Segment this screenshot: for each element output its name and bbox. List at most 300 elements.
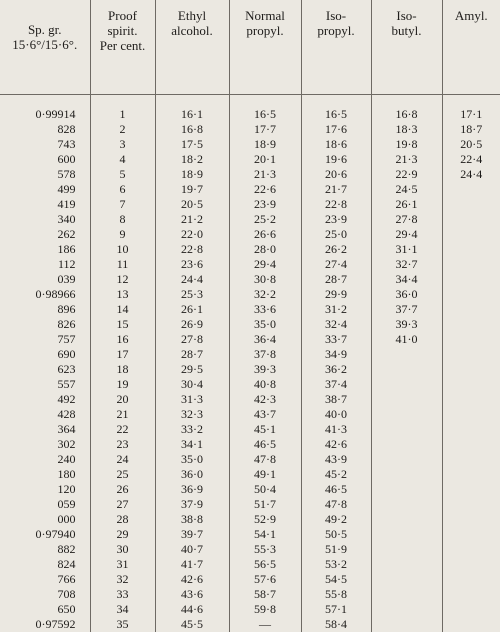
table-cell-amyl xyxy=(442,362,500,377)
table-cell-iso-propyl: 38·7 xyxy=(301,392,371,407)
column-header-proof-spirit xyxy=(90,0,155,95)
table-cell-iso-propyl: 17·6 xyxy=(301,122,371,137)
table-cell-normal-propyl: 36·4 xyxy=(229,332,301,347)
table-cell-amyl xyxy=(442,542,500,557)
table-cell-ethyl-alcohol: 43·6 xyxy=(155,587,229,602)
table-cell-iso-butyl: 26·1 xyxy=(371,197,442,212)
header-line: Sp. gr. xyxy=(0,22,90,37)
table-cell-sp-gr: 059 xyxy=(0,497,90,512)
table-row xyxy=(0,137,500,152)
table-cell-iso-propyl: 58·4 xyxy=(301,617,371,632)
table-cell-amyl xyxy=(442,227,500,242)
table-row xyxy=(0,317,500,332)
table-cell-iso-butyl: 37·7 xyxy=(371,302,442,317)
table-cell-iso-propyl: 42·6 xyxy=(301,437,371,452)
table-cell-normal-propyl: 23·9 xyxy=(229,197,301,212)
table-cell-sp-gr: 708 xyxy=(0,587,90,602)
table-cell-normal-propyl: 59·8 xyxy=(229,602,301,617)
table-cell-sp-gr: 757 xyxy=(0,332,90,347)
table-cell-iso-butyl: 18·3 xyxy=(371,122,442,137)
table-cell-iso-propyl: 21·7 xyxy=(301,182,371,197)
table-row xyxy=(0,272,500,287)
table-cell-proof-spirit: 7 xyxy=(90,197,155,212)
table-cell-normal-propyl: 21·3 xyxy=(229,167,301,182)
table-cell-ethyl-alcohol: 19·7 xyxy=(155,182,229,197)
table-cell-normal-propyl: 42·3 xyxy=(229,392,301,407)
table-cell-sp-gr: 492 xyxy=(0,392,90,407)
table-cell-normal-propyl: 45·1 xyxy=(229,422,301,437)
header-line: propyl. xyxy=(230,23,301,38)
table-cell-proof-spirit: 9 xyxy=(90,227,155,242)
table-cell-iso-propyl: 34·9 xyxy=(301,347,371,362)
table-cell-normal-propyl: 49·1 xyxy=(229,467,301,482)
table-cell-normal-propyl: 57·6 xyxy=(229,572,301,587)
table-cell-ethyl-alcohol: 23·6 xyxy=(155,257,229,272)
table-cell-proof-spirit: 21 xyxy=(90,407,155,422)
table-cell-sp-gr: 557 xyxy=(0,377,90,392)
table-cell-amyl xyxy=(442,212,500,227)
table-row xyxy=(0,527,500,542)
table-row xyxy=(0,392,500,407)
table-cell-amyl xyxy=(442,272,500,287)
table-cell-normal-propyl: 25·2 xyxy=(229,212,301,227)
table-cell-ethyl-alcohol: 45·5 xyxy=(155,617,229,632)
table-cell-proof-spirit: 20 xyxy=(90,392,155,407)
table-cell-ethyl-alcohol: 16·1 xyxy=(155,95,229,123)
header-line: alcohol. xyxy=(156,23,229,38)
table-cell-normal-propyl: 33·6 xyxy=(229,302,301,317)
table-cell-iso-propyl: 16·5 xyxy=(301,95,371,123)
table-cell-normal-propyl: 17·7 xyxy=(229,122,301,137)
table-cell-ethyl-alcohol: 18·9 xyxy=(155,167,229,182)
table-cell-iso-propyl: 45·2 xyxy=(301,467,371,482)
table-cell-iso-propyl: 37·4 xyxy=(301,377,371,392)
header-line: Per cent. xyxy=(91,38,155,53)
table-cell-amyl xyxy=(442,422,500,437)
table-cell-iso-butyl: 34·4 xyxy=(371,272,442,287)
table-cell-proof-spirit: 5 xyxy=(90,167,155,182)
table-cell-sp-gr: 828 xyxy=(0,122,90,137)
table-cell-ethyl-alcohol: 32·3 xyxy=(155,407,229,422)
table-cell-iso-propyl: 43·9 xyxy=(301,452,371,467)
table-row xyxy=(0,242,500,257)
table-cell-sp-gr: 428 xyxy=(0,407,90,422)
table-cell-normal-propyl: 56·5 xyxy=(229,557,301,572)
table-cell-amyl: 22·4 xyxy=(442,152,500,167)
header-line: 15·6°/15·6°. xyxy=(0,37,90,52)
table-cell-iso-propyl: 54·5 xyxy=(301,572,371,587)
table-cell-sp-gr: 882 xyxy=(0,542,90,557)
table-cell-normal-propyl: 35·0 xyxy=(229,317,301,332)
table-cell-amyl xyxy=(442,497,500,512)
table-cell-sp-gr: 743 xyxy=(0,137,90,152)
table-cell-sp-gr: 650 xyxy=(0,602,90,617)
table-cell-sp-gr: 340 xyxy=(0,212,90,227)
table-cell-iso-propyl: 55·8 xyxy=(301,587,371,602)
table-cell-amyl xyxy=(442,437,500,452)
table-cell-normal-propyl: 37·8 xyxy=(229,347,301,362)
table-cell-sp-gr: 000 xyxy=(0,512,90,527)
table-cell-sp-gr: 766 xyxy=(0,572,90,587)
table-cell-iso-butyl: 22·9 xyxy=(371,167,442,182)
table-cell-amyl xyxy=(442,587,500,602)
table-cell-proof-spirit: 24 xyxy=(90,452,155,467)
header-line: Ethyl xyxy=(156,8,229,23)
table-cell-proof-spirit: 35 xyxy=(90,617,155,632)
column-header-sp-gr xyxy=(0,0,90,95)
table-cell-sp-gr: 186 xyxy=(0,242,90,257)
table-cell-sp-gr: 499 xyxy=(0,182,90,197)
header-line: propyl. xyxy=(302,23,371,38)
table-cell-proof-spirit: 2 xyxy=(90,122,155,137)
table-cell-amyl xyxy=(442,347,500,362)
table-row xyxy=(0,95,500,123)
table-cell-amyl xyxy=(442,602,500,617)
table-cell-iso-butyl: 16·8 xyxy=(371,95,442,123)
table-cell-iso-butyl: 24·5 xyxy=(371,182,442,197)
table-cell-sp-gr: 0·99914 xyxy=(0,95,90,123)
table-cell-proof-spirit: 4 xyxy=(90,152,155,167)
table-row xyxy=(0,377,500,392)
table-cell-ethyl-alcohol: 44·6 xyxy=(155,602,229,617)
table-cell-normal-propyl: 26·6 xyxy=(229,227,301,242)
table-cell-iso-butyl xyxy=(371,557,442,572)
table-cell-iso-butyl xyxy=(371,377,442,392)
table-cell-iso-butyl xyxy=(371,392,442,407)
table-row xyxy=(0,617,500,632)
table-cell-sp-gr: 578 xyxy=(0,167,90,182)
table-cell-ethyl-alcohol: 33·2 xyxy=(155,422,229,437)
table-cell-amyl xyxy=(442,317,500,332)
table-row xyxy=(0,152,500,167)
table-row xyxy=(0,422,500,437)
table-cell-iso-butyl: 31·1 xyxy=(371,242,442,257)
table-cell-sp-gr: 600 xyxy=(0,152,90,167)
table-cell-iso-butyl xyxy=(371,422,442,437)
table-cell-iso-propyl: 50·5 xyxy=(301,527,371,542)
table-cell-proof-spirit: 32 xyxy=(90,572,155,587)
table-cell-amyl: 17·1 xyxy=(442,95,500,123)
header-line: butyl. xyxy=(372,23,442,38)
column-header-iso-propyl xyxy=(301,0,371,95)
table-cell-ethyl-alcohol: 26·1 xyxy=(155,302,229,317)
table-cell-proof-spirit: 1 xyxy=(90,95,155,123)
table-cell-iso-butyl: 41·0 xyxy=(371,332,442,347)
table-cell-ethyl-alcohol: 24·4 xyxy=(155,272,229,287)
table-cell-normal-propyl: 43·7 xyxy=(229,407,301,422)
table-cell-normal-propyl: 50·4 xyxy=(229,482,301,497)
table-row xyxy=(0,122,500,137)
table-row xyxy=(0,227,500,242)
table-cell-ethyl-alcohol: 29·5 xyxy=(155,362,229,377)
table-cell-iso-butyl: 19·8 xyxy=(371,137,442,152)
table-cell-normal-propyl: 39·3 xyxy=(229,362,301,377)
table-cell-amyl xyxy=(442,302,500,317)
table-cell-proof-spirit: 28 xyxy=(90,512,155,527)
table-cell-amyl xyxy=(442,332,500,347)
table-cell-ethyl-alcohol: 21·2 xyxy=(155,212,229,227)
table-cell-ethyl-alcohol: 30·4 xyxy=(155,377,229,392)
table-row xyxy=(0,257,500,272)
table-cell-ethyl-alcohol: 36·9 xyxy=(155,482,229,497)
table-cell-amyl xyxy=(442,527,500,542)
table-cell-proof-spirit: 8 xyxy=(90,212,155,227)
table-cell-iso-propyl: 49·2 xyxy=(301,512,371,527)
column-header-amyl xyxy=(442,0,500,95)
table-row xyxy=(0,572,500,587)
table-cell-amyl xyxy=(442,197,500,212)
column-header-normal-propyl xyxy=(229,0,301,95)
table-cell-normal-propyl: 30·8 xyxy=(229,272,301,287)
table-cell-proof-spirit: 26 xyxy=(90,482,155,497)
table-cell-ethyl-alcohol: 16·8 xyxy=(155,122,229,137)
table-row xyxy=(0,287,500,302)
table-cell-ethyl-alcohol: 22·8 xyxy=(155,242,229,257)
table-cell-sp-gr: 262 xyxy=(0,227,90,242)
table-cell-proof-spirit: 11 xyxy=(90,257,155,272)
table-cell-normal-propyl: 29·4 xyxy=(229,257,301,272)
table-cell-iso-butyl xyxy=(371,617,442,632)
table-cell-normal-propyl: 22·6 xyxy=(229,182,301,197)
table-cell-ethyl-alcohol: 31·3 xyxy=(155,392,229,407)
table-cell-sp-gr: 0·97940 xyxy=(0,527,90,542)
table-cell-sp-gr: 896 xyxy=(0,302,90,317)
table-body xyxy=(0,95,500,632)
table-row xyxy=(0,497,500,512)
table-cell-iso-butyl xyxy=(371,347,442,362)
table-row xyxy=(0,482,500,497)
table-row xyxy=(0,587,500,602)
column-header-ethyl-alcohol xyxy=(155,0,229,95)
table-cell-amyl: 20·5 xyxy=(442,137,500,152)
table-cell-proof-spirit: 18 xyxy=(90,362,155,377)
table-row xyxy=(0,182,500,197)
table-cell-amyl xyxy=(442,407,500,422)
table-cell-proof-spirit: 3 xyxy=(90,137,155,152)
table-cell-sp-gr: 690 xyxy=(0,347,90,362)
table-cell-ethyl-alcohol: 40·7 xyxy=(155,542,229,557)
table-cell-amyl: 24·4 xyxy=(442,167,500,182)
table-cell-iso-butyl: 32·7 xyxy=(371,257,442,272)
table-row xyxy=(0,302,500,317)
table-cell-iso-propyl: 23·9 xyxy=(301,212,371,227)
table-cell-iso-butyl: 36·0 xyxy=(371,287,442,302)
table-cell-iso-butyl xyxy=(371,587,442,602)
table-cell-amyl xyxy=(442,617,500,632)
table-cell-amyl xyxy=(442,392,500,407)
header-line: Amyl. xyxy=(443,8,500,23)
table-row xyxy=(0,437,500,452)
table-cell-ethyl-alcohol: 17·5 xyxy=(155,137,229,152)
table-cell-ethyl-alcohol: 20·5 xyxy=(155,197,229,212)
table-cell-sp-gr: 419 xyxy=(0,197,90,212)
table-cell-normal-propyl: 55·3 xyxy=(229,542,301,557)
table-cell-iso-propyl: 27·4 xyxy=(301,257,371,272)
table-cell-proof-spirit: 31 xyxy=(90,557,155,572)
table-cell-iso-butyl xyxy=(371,362,442,377)
table-cell-iso-butyl xyxy=(371,452,442,467)
table-cell-proof-spirit: 13 xyxy=(90,287,155,302)
table-cell-iso-butyl xyxy=(371,572,442,587)
table-row xyxy=(0,557,500,572)
table-cell-iso-propyl: 51·9 xyxy=(301,542,371,557)
table-cell-normal-propyl: 52·9 xyxy=(229,512,301,527)
table-cell-sp-gr: 240 xyxy=(0,452,90,467)
table-cell-iso-propyl: 31·2 xyxy=(301,302,371,317)
table-cell-proof-spirit: 23 xyxy=(90,437,155,452)
table-row xyxy=(0,542,500,557)
table-cell-iso-propyl: 25·0 xyxy=(301,227,371,242)
table-cell-proof-spirit: 34 xyxy=(90,602,155,617)
table-cell-iso-butyl: 39·3 xyxy=(371,317,442,332)
table-cell-iso-propyl: 28·7 xyxy=(301,272,371,287)
table-cell-iso-propyl: 41·3 xyxy=(301,422,371,437)
table-cell-amyl xyxy=(442,287,500,302)
table-cell-normal-propyl: 46·5 xyxy=(229,437,301,452)
table-cell-iso-propyl: 33·7 xyxy=(301,332,371,347)
table-cell-iso-butyl xyxy=(371,467,442,482)
table-cell-sp-gr: 039 xyxy=(0,272,90,287)
table-cell-sp-gr: 0·98966 xyxy=(0,287,90,302)
table-cell-amyl xyxy=(442,377,500,392)
table-cell-normal-propyl: — xyxy=(229,617,301,632)
table-cell-sp-gr: 623 xyxy=(0,362,90,377)
table-cell-iso-propyl: 18·6 xyxy=(301,137,371,152)
table-cell-iso-propyl: 32·4 xyxy=(301,317,371,332)
table-row xyxy=(0,197,500,212)
table-cell-iso-butyl: 29·4 xyxy=(371,227,442,242)
table-cell-amyl xyxy=(442,257,500,272)
table-cell-proof-spirit: 22 xyxy=(90,422,155,437)
table-cell-proof-spirit: 25 xyxy=(90,467,155,482)
table-cell-iso-butyl: 27·8 xyxy=(371,212,442,227)
table-row xyxy=(0,347,500,362)
table-cell-normal-propyl: 18·9 xyxy=(229,137,301,152)
table-cell-normal-propyl: 47·8 xyxy=(229,452,301,467)
table-row xyxy=(0,407,500,422)
table-cell-normal-propyl: 51·7 xyxy=(229,497,301,512)
table-cell-amyl xyxy=(442,242,500,257)
table-cell-sp-gr: 302 xyxy=(0,437,90,452)
table-cell-ethyl-alcohol: 28·7 xyxy=(155,347,229,362)
table-cell-iso-propyl: 26·2 xyxy=(301,242,371,257)
table-cell-ethyl-alcohol: 22·0 xyxy=(155,227,229,242)
table-cell-proof-spirit: 29 xyxy=(90,527,155,542)
table-cell-proof-spirit: 14 xyxy=(90,302,155,317)
table-cell-normal-propyl: 28·0 xyxy=(229,242,301,257)
table-cell-sp-gr: 0·97592 xyxy=(0,617,90,632)
table-cell-normal-propyl: 20·1 xyxy=(229,152,301,167)
table-cell-ethyl-alcohol: 26·9 xyxy=(155,317,229,332)
table-header xyxy=(0,0,500,95)
table-cell-iso-butyl xyxy=(371,437,442,452)
table-cell-iso-propyl: 57·1 xyxy=(301,602,371,617)
table-cell-normal-propyl: 32·2 xyxy=(229,287,301,302)
table-cell-sp-gr: 180 xyxy=(0,467,90,482)
table-cell-iso-propyl: 47·8 xyxy=(301,497,371,512)
table-cell-proof-spirit: 6 xyxy=(90,182,155,197)
table-cell-proof-spirit: 10 xyxy=(90,242,155,257)
table-cell-amyl xyxy=(442,572,500,587)
table-cell-iso-propyl: 29·9 xyxy=(301,287,371,302)
table-cell-iso-butyl xyxy=(371,542,442,557)
table-row xyxy=(0,332,500,347)
table-cell-amyl xyxy=(442,182,500,197)
table-cell-proof-spirit: 17 xyxy=(90,347,155,362)
table-cell-iso-butyl xyxy=(371,407,442,422)
table-row xyxy=(0,362,500,377)
table-cell-proof-spirit: 12 xyxy=(90,272,155,287)
header-line: Iso- xyxy=(302,8,371,23)
table-cell-sp-gr: 824 xyxy=(0,557,90,572)
table-cell-iso-propyl: 19·6 xyxy=(301,152,371,167)
table-cell-iso-propyl: 53·2 xyxy=(301,557,371,572)
table-cell-iso-propyl: 40·0 xyxy=(301,407,371,422)
table-cell-proof-spirit: 15 xyxy=(90,317,155,332)
table-cell-amyl xyxy=(442,557,500,572)
table-cell-iso-propyl: 20·6 xyxy=(301,167,371,182)
table-cell-proof-spirit: 27 xyxy=(90,497,155,512)
table-cell-ethyl-alcohol: 25·3 xyxy=(155,287,229,302)
table-cell-amyl: 18·7 xyxy=(442,122,500,137)
table-cell-ethyl-alcohol: 34·1 xyxy=(155,437,229,452)
table-cell-normal-propyl: 58·7 xyxy=(229,587,301,602)
table-cell-iso-butyl xyxy=(371,512,442,527)
table-cell-iso-butyl xyxy=(371,482,442,497)
table-cell-iso-propyl: 22·8 xyxy=(301,197,371,212)
table-row xyxy=(0,167,500,182)
table-cell-ethyl-alcohol: 37·9 xyxy=(155,497,229,512)
table-cell-iso-propyl: 46·5 xyxy=(301,482,371,497)
header-line: Normal xyxy=(230,8,301,23)
table-cell-normal-propyl: 54·1 xyxy=(229,527,301,542)
table-cell-ethyl-alcohol: 36·0 xyxy=(155,467,229,482)
table-cell-iso-butyl xyxy=(371,497,442,512)
table-cell-sp-gr: 112 xyxy=(0,257,90,272)
header-line: Proof xyxy=(91,8,155,23)
table-cell-amyl xyxy=(442,452,500,467)
table-cell-proof-spirit: 30 xyxy=(90,542,155,557)
column-header-iso-butyl xyxy=(371,0,442,95)
table-cell-ethyl-alcohol: 38·8 xyxy=(155,512,229,527)
table-cell-amyl xyxy=(442,512,500,527)
table-cell-ethyl-alcohol: 35·0 xyxy=(155,452,229,467)
table-row xyxy=(0,452,500,467)
table-cell-normal-propyl: 16·5 xyxy=(229,95,301,123)
table-cell-amyl xyxy=(442,467,500,482)
table-cell-ethyl-alcohol: 27·8 xyxy=(155,332,229,347)
table-row xyxy=(0,602,500,617)
table-cell-proof-spirit: 16 xyxy=(90,332,155,347)
table-cell-sp-gr: 120 xyxy=(0,482,90,497)
table-cell-normal-propyl: 40·8 xyxy=(229,377,301,392)
header-line: spirit. xyxy=(91,23,155,38)
table-cell-ethyl-alcohol: 41·7 xyxy=(155,557,229,572)
table-cell-ethyl-alcohol: 42·6 xyxy=(155,572,229,587)
table-cell-iso-propyl: 36·2 xyxy=(301,362,371,377)
table-row xyxy=(0,467,500,482)
table-row xyxy=(0,212,500,227)
table-cell-proof-spirit: 19 xyxy=(90,377,155,392)
table-cell-proof-spirit: 33 xyxy=(90,587,155,602)
table-cell-ethyl-alcohol: 18·2 xyxy=(155,152,229,167)
table-cell-sp-gr: 364 xyxy=(0,422,90,437)
table-cell-iso-butyl xyxy=(371,602,442,617)
table-cell-amyl xyxy=(442,482,500,497)
table-cell-sp-gr: 826 xyxy=(0,317,90,332)
table-row xyxy=(0,512,500,527)
table-cell-iso-butyl: 21·3 xyxy=(371,152,442,167)
